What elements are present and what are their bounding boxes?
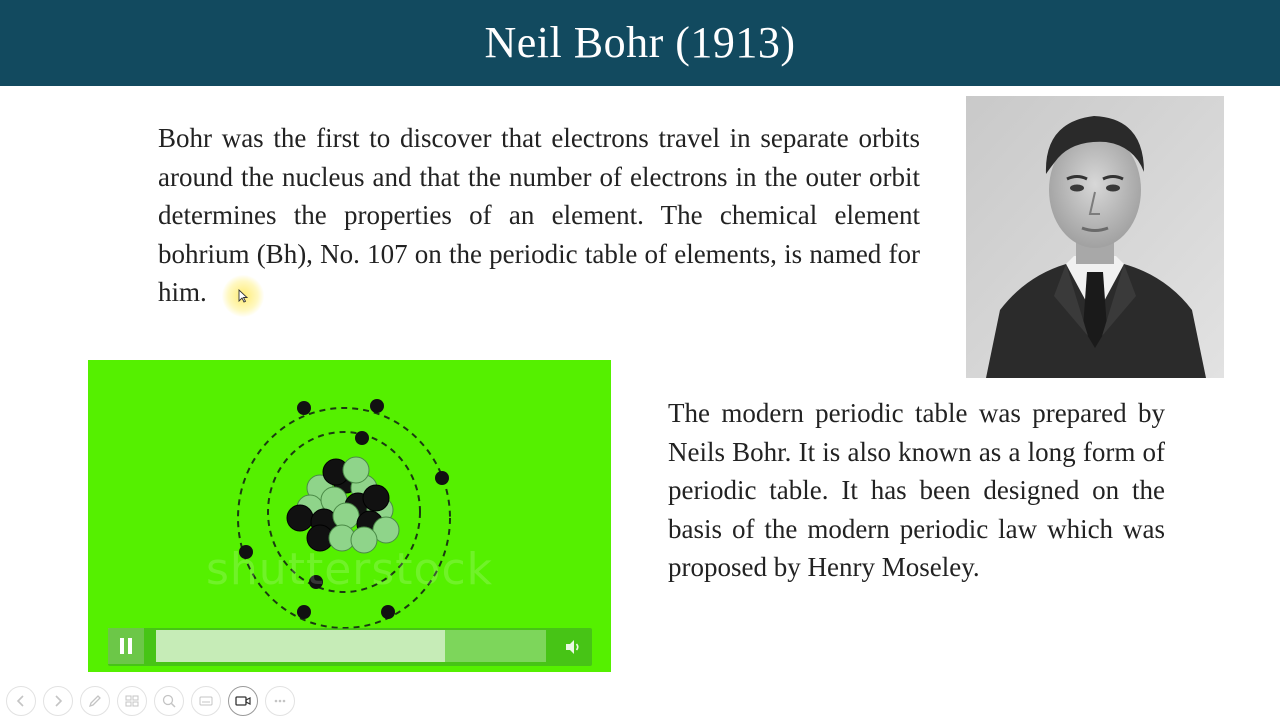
title-bar bbox=[0, 0, 1280, 86]
previous-button[interactable] bbox=[6, 686, 36, 716]
zoom-button[interactable] bbox=[154, 686, 184, 716]
more-icon bbox=[272, 693, 288, 709]
camera-icon bbox=[234, 693, 252, 709]
subtitles-icon bbox=[198, 693, 214, 709]
more-options-button[interactable] bbox=[265, 686, 295, 716]
watermark-text: shutterstock bbox=[206, 544, 494, 595]
niels-bohr-portrait bbox=[966, 96, 1224, 378]
proton bbox=[333, 503, 359, 529]
pen-button[interactable] bbox=[80, 686, 110, 716]
slide-title: Neil Bohr (1913) bbox=[484, 18, 796, 67]
pause-icon bbox=[120, 638, 132, 654]
camera-button[interactable] bbox=[228, 686, 258, 716]
see-all-slides-button[interactable] bbox=[117, 686, 147, 716]
slides-icon bbox=[124, 693, 140, 709]
periodic-table-paragraph: The modern periodic table was prepared by Neils Bohr. It is also known as a long form of periodic table. It has been designed on the basis of the modern periodic law which was proposed by Henry Moseley. bbox=[668, 398, 1165, 582]
electron bbox=[297, 605, 311, 619]
next-button[interactable] bbox=[43, 686, 73, 716]
next-icon bbox=[51, 694, 65, 708]
pause-button[interactable] bbox=[108, 628, 144, 664]
speaker-icon[interactable] bbox=[562, 636, 584, 658]
pen-icon bbox=[87, 693, 103, 709]
atom-model-diagram bbox=[88, 360, 611, 672]
electron bbox=[435, 471, 449, 485]
previous-icon bbox=[14, 694, 28, 708]
proton bbox=[343, 457, 369, 483]
neutron bbox=[287, 505, 313, 531]
electron bbox=[297, 401, 311, 415]
video-progress-bar[interactable] bbox=[156, 630, 546, 662]
video-controls bbox=[108, 628, 592, 666]
bohr-description-paragraph: Bohr was the first to discover that electrons travel in separate orbits around the nucleus and that the number of electrons in the outer orbit determines the properties of an element. The chemical element bohrium (Bh), No. 107 on the periodic table of elements, is named for him. bbox=[158, 123, 920, 307]
atom-animation-video[interactable] bbox=[88, 360, 611, 672]
slideshow-toolbar bbox=[6, 686, 295, 716]
neutron bbox=[363, 485, 389, 511]
electron bbox=[381, 605, 395, 619]
portrait-photo bbox=[966, 96, 1224, 378]
electron bbox=[355, 431, 369, 445]
video-progress-fill bbox=[156, 630, 445, 662]
mouse-cursor-icon bbox=[238, 289, 248, 303]
subtitles-button[interactable] bbox=[191, 686, 221, 716]
zoom-icon bbox=[161, 693, 177, 709]
electron bbox=[370, 399, 384, 413]
